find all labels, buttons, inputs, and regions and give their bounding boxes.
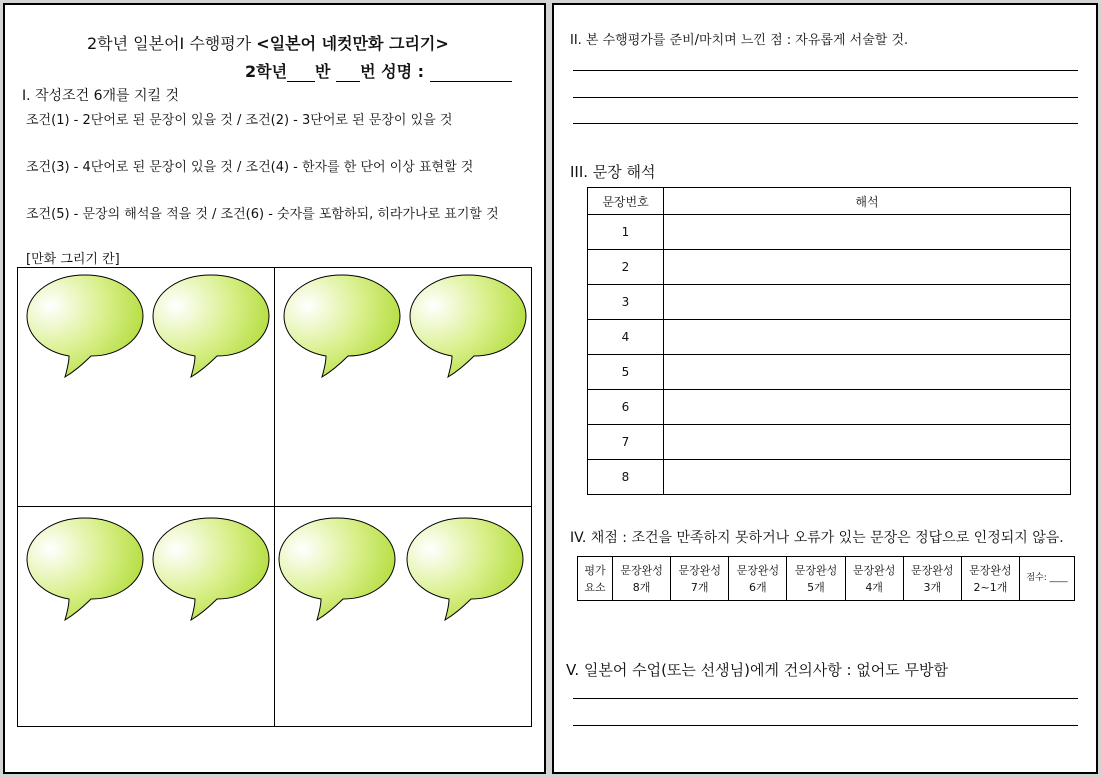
score-item bbox=[845, 557, 903, 601]
score-item-label: 문장완성 bbox=[620, 563, 663, 577]
suggestion-line[interactable] bbox=[573, 698, 1078, 699]
speech-bubble-icon bbox=[277, 515, 397, 627]
score-item-label: 문장완성 bbox=[736, 563, 780, 577]
row-number: 3 bbox=[588, 285, 664, 320]
score-item bbox=[671, 557, 729, 601]
interpretation-cell[interactable] bbox=[664, 320, 1071, 355]
interpretation-cell[interactable] bbox=[664, 215, 1071, 250]
comic-panel-2[interactable] bbox=[274, 267, 532, 507]
comic-panel-1[interactable] bbox=[17, 267, 275, 507]
row-number: 4 bbox=[588, 320, 664, 355]
score-item-count: 5개 bbox=[807, 580, 825, 594]
header-interpretation: 해석 bbox=[664, 188, 1071, 215]
left-page bbox=[3, 3, 546, 774]
score-item-count: 2~1개 bbox=[973, 580, 1008, 594]
speech-bubble-icon bbox=[282, 272, 402, 384]
score-item-label: 문장완성 bbox=[678, 563, 721, 577]
interpretation-table bbox=[587, 187, 1071, 495]
student-info-line bbox=[245, 59, 512, 82]
answer-line[interactable] bbox=[573, 97, 1078, 98]
row-number: 2 bbox=[588, 250, 664, 285]
interpretation-cell[interactable] bbox=[664, 390, 1071, 425]
class-blank[interactable] bbox=[287, 67, 315, 82]
header-sentence-number: 문장번호 bbox=[588, 188, 664, 215]
interpretation-cell[interactable] bbox=[664, 355, 1071, 390]
speech-bubble-icon bbox=[25, 272, 145, 384]
right-page bbox=[552, 3, 1098, 774]
grade-label: 2학년 bbox=[245, 62, 288, 81]
speech-bubble-icon bbox=[408, 272, 528, 384]
answer-line[interactable] bbox=[573, 123, 1078, 124]
name-blank[interactable] bbox=[430, 67, 512, 82]
score-item-count: 4개 bbox=[865, 580, 883, 594]
score-table bbox=[577, 556, 1075, 601]
number-blank[interactable] bbox=[336, 67, 360, 82]
drawing-area-label: [만화 그리기 칸] bbox=[26, 252, 120, 267]
score-item-count: 7개 bbox=[690, 580, 709, 594]
score-item-count: 8개 bbox=[632, 580, 651, 594]
interpretation-cell[interactable] bbox=[664, 425, 1071, 460]
score-item bbox=[613, 557, 671, 601]
score-item-label: 문장완성 bbox=[969, 563, 1012, 577]
name-label: 성명 : bbox=[381, 62, 425, 81]
score-item bbox=[729, 557, 787, 601]
score-item bbox=[903, 557, 961, 601]
condition-line-3: 조건(5) - 문장의 해석을 적을 것 / 조건(6) - 숫자를 포함하되, 히라가나로 표기할 것 bbox=[26, 207, 499, 222]
score-item-count: 3개 bbox=[923, 580, 942, 594]
speech-bubble-icon bbox=[151, 272, 271, 384]
score-item-label: 문장완성 bbox=[911, 563, 954, 577]
interpretation-cell[interactable] bbox=[664, 250, 1071, 285]
score-item-count: 6개 bbox=[749, 580, 767, 594]
answer-line[interactable] bbox=[573, 70, 1078, 71]
section3-title: III. 문장 해석 bbox=[570, 163, 656, 181]
score-header-line1: 평가 bbox=[584, 563, 606, 577]
row-number: 8 bbox=[588, 460, 664, 495]
row-number: 1 bbox=[588, 215, 664, 250]
row-number: 6 bbox=[588, 390, 664, 425]
speech-bubble-icon bbox=[25, 515, 145, 627]
number-label: 번 bbox=[360, 62, 376, 81]
worksheet-title bbox=[87, 31, 449, 54]
comic-panel-3[interactable] bbox=[17, 506, 275, 727]
score-header-line2: 요소 bbox=[584, 580, 606, 594]
section2-title: II. 본 수행평가를 준비/마치며 느낀 점 : 자유롭게 서술할 것. bbox=[570, 33, 909, 48]
score-item-label: 문장완성 bbox=[794, 563, 838, 577]
row-number: 5 bbox=[588, 355, 664, 390]
section4-title: IV. 채점 : 조건을 만족하지 못하거나 오류가 있는 문장은 정답으로 인정되지 않음. bbox=[570, 530, 1064, 546]
class-label: 반 bbox=[315, 62, 331, 81]
condition-line-2: 조건(3) - 4단어로 된 문장이 있을 것 / 조건(4) - 한자를 한 단어 이상 표현할 것 bbox=[26, 160, 474, 175]
section1-title: I. 작성조건 6개를 지킬 것 bbox=[22, 88, 180, 104]
comic-panel-4[interactable] bbox=[274, 506, 532, 727]
speech-bubble-icon bbox=[151, 515, 271, 627]
interpretation-cell[interactable] bbox=[664, 285, 1071, 320]
score-input-cell[interactable]: 점수: ____ bbox=[1020, 557, 1075, 601]
score-item bbox=[787, 557, 845, 601]
suggestion-line[interactable] bbox=[573, 725, 1078, 726]
condition-line-1: 조건(1) - 2단어로 된 문장이 있을 것 / 조건(2) - 3단어로 된 문장이 있을 것 bbox=[26, 113, 453, 128]
score-header bbox=[578, 557, 613, 601]
score-item-label: 문장완성 bbox=[852, 563, 896, 577]
section5-title: V. 일본어 수업(또는 선생님)에게 건의사항 : 없어도 무방함 bbox=[566, 661, 949, 679]
score-item bbox=[961, 557, 1019, 601]
title-prefix: 2학년 일본어I 수행평가 bbox=[87, 34, 252, 53]
speech-bubble-icon bbox=[405, 515, 525, 627]
interpretation-cell[interactable] bbox=[664, 460, 1071, 495]
row-number: 7 bbox=[588, 425, 664, 460]
title-emphasis: <일본어 네컷만화 그리기> bbox=[256, 34, 449, 53]
